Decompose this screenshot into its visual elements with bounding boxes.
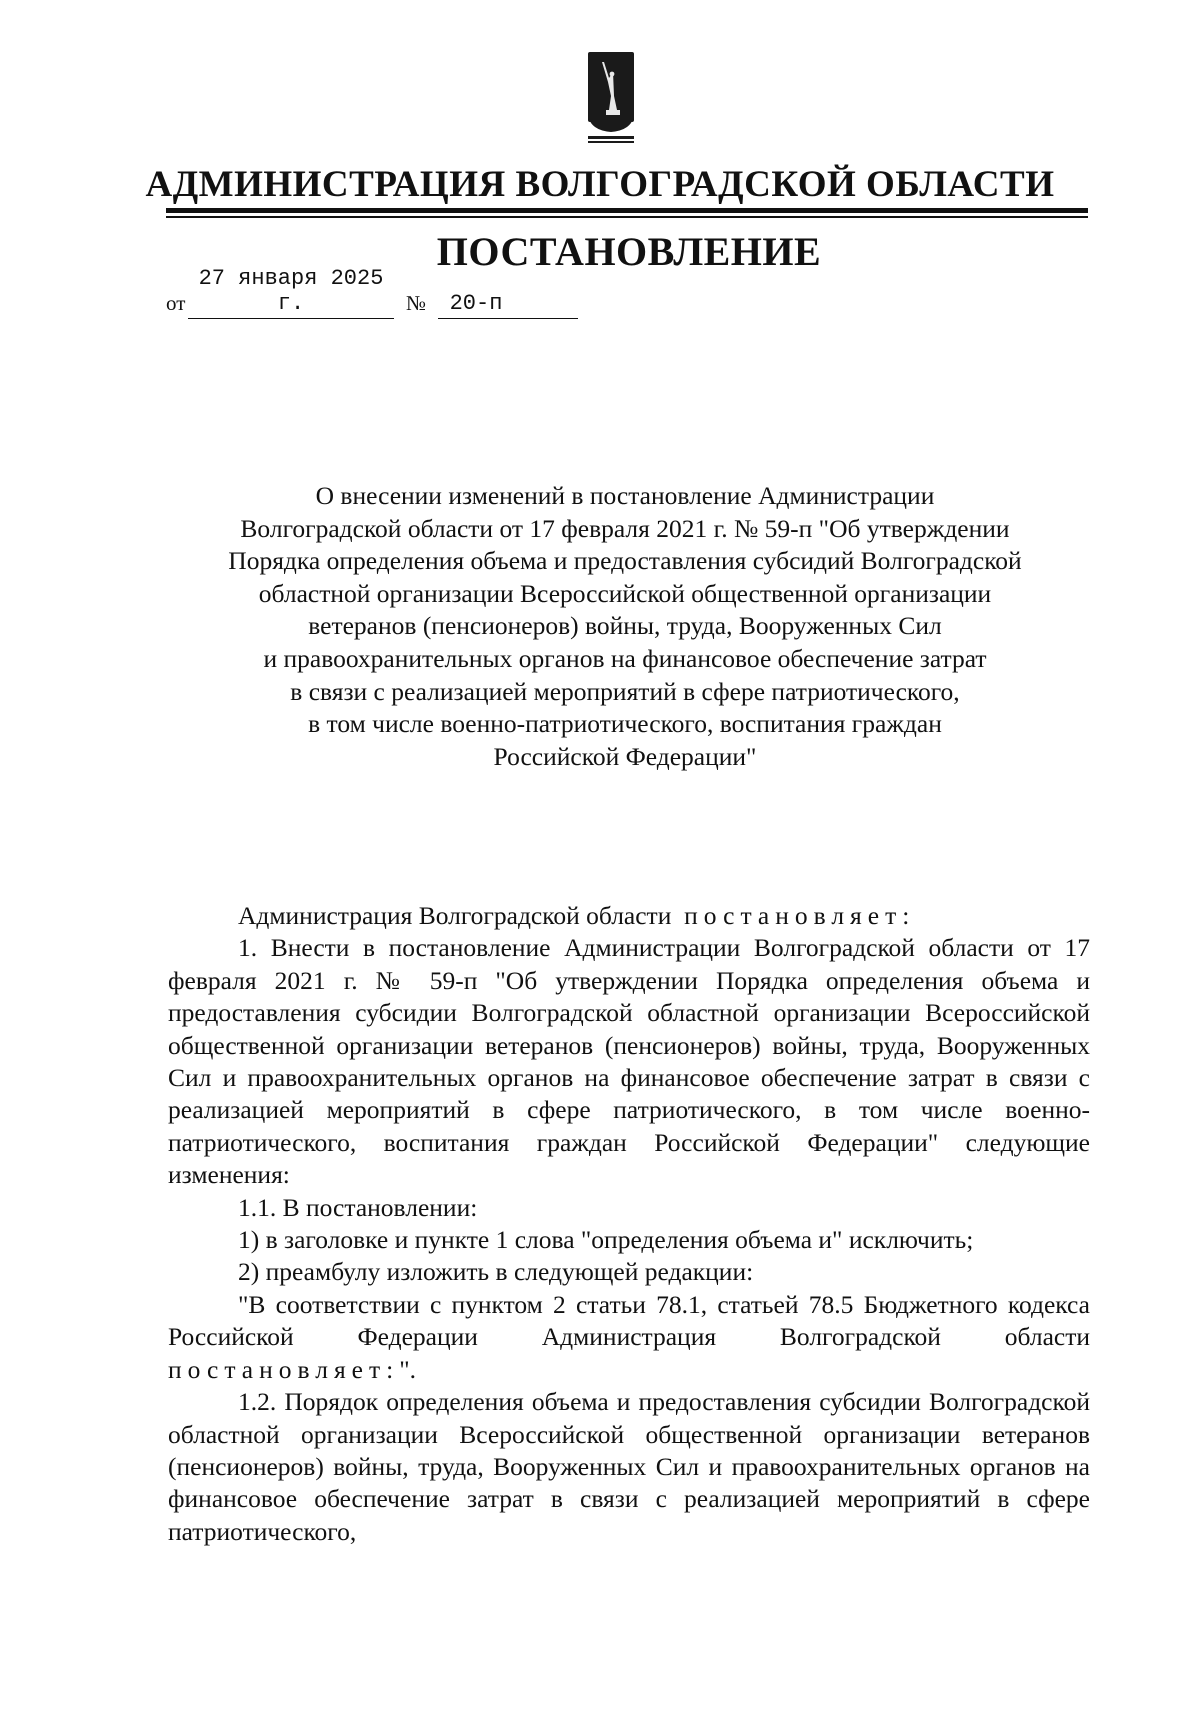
document-subject (150, 480, 1100, 773)
date-underline (188, 318, 394, 319)
number-label: № (406, 291, 427, 315)
paragraph-1-1-1: 1) в заголовке и пункте 1 слова "определения объема и" исключить; (238, 1225, 974, 1255)
subject-line: Порядка определения объема и предоставления субсидий Волгоградской (228, 546, 1022, 576)
subject-line: областной организации Всероссийской общественной организации (258, 578, 992, 608)
header-rule-thick (166, 208, 1088, 213)
number-value: 20-п (449, 291, 503, 316)
coat-of-arms-icon (588, 52, 634, 144)
number-underline (438, 318, 578, 319)
subject-line: О внесении изменений в постановление Администрации (315, 481, 935, 510)
date-label: от (166, 291, 186, 315)
date-value: 27 января 2025 г. (198, 266, 384, 316)
quote-end: ". (399, 1354, 417, 1384)
document-type: ПОСТАНОВЛЕНИЕ (436, 229, 822, 274)
paragraph-1-1: 1.1. В постановлении: (238, 1192, 478, 1222)
paragraph-1-2: 1.2. Порядок определения объема и предоставления субсидии Волгоградской областной организации Всероссийской общественной организации ветеранов (пенсионеров) войны, труда, Вооруженных Сил и правоохранительных органов на финансовое обеспечение затрат в связи с реализацией мероприятий в сфере патриотического, (168, 1387, 1090, 1546)
quote-text: "В соответствии с пунктом 2 статьи 78.1, статьей 78.5 Бюджетного кодекса Российской Федерации Администрация Волгоградской области (168, 1289, 1090, 1352)
subject-line: и правоохранительных органов на финансовое обеспечение затрат (263, 643, 987, 673)
date-number-line (166, 266, 626, 319)
subject-line: Российской Федерации" (493, 741, 757, 771)
subject-line: ветеранов (пенсионеров) войны, труда, Вооруженных Сил (308, 611, 942, 641)
document-body (168, 900, 1090, 1548)
subject-line: в том числе военно-патриотического, воспитания граждан (308, 709, 942, 739)
quote-verb: постановляет: (168, 1354, 400, 1384)
intro-prefix: Администрация Волгоградской области (238, 901, 672, 930)
subject-line: в связи с реализацией мероприятий в сфере патриотического, (290, 676, 960, 706)
subject-line: Волгоградской области от 17 февраля 2021 г. № 59-п "Об утверждении (240, 513, 1010, 543)
organization-title: АДМИНИСТРАЦИЯ ВОЛГОГРАДСКОЙ ОБЛАСТИ (145, 164, 1055, 205)
paragraph-1-1-2: 2) преамбулу изложить в следующей редакции: (238, 1257, 754, 1287)
header-rule-thin (166, 216, 1088, 218)
quote-paragraph (168, 1289, 1090, 1386)
intro-verb: постановляет: (684, 901, 916, 930)
intro-paragraph (168, 900, 1090, 932)
paragraph-1: 1. Внести в постановление Администрации Волгоградской области от 17 февраля 2021 г. № 59-п "Об утверждении Порядка определения объема и предоставления субсидии Волгоградской областной организации Всероссийской общественной организации ветеранов (пенсионеров) войны, труда, Вооруженных Сил и правоохранительных органов на финансовое обеспечение затрат в связи с реализацией мероприятий в сфере патриотического, в том числе военно-патриотического, воспитания граждан Российской Федерации" следующие изменения: (168, 933, 1090, 1190)
